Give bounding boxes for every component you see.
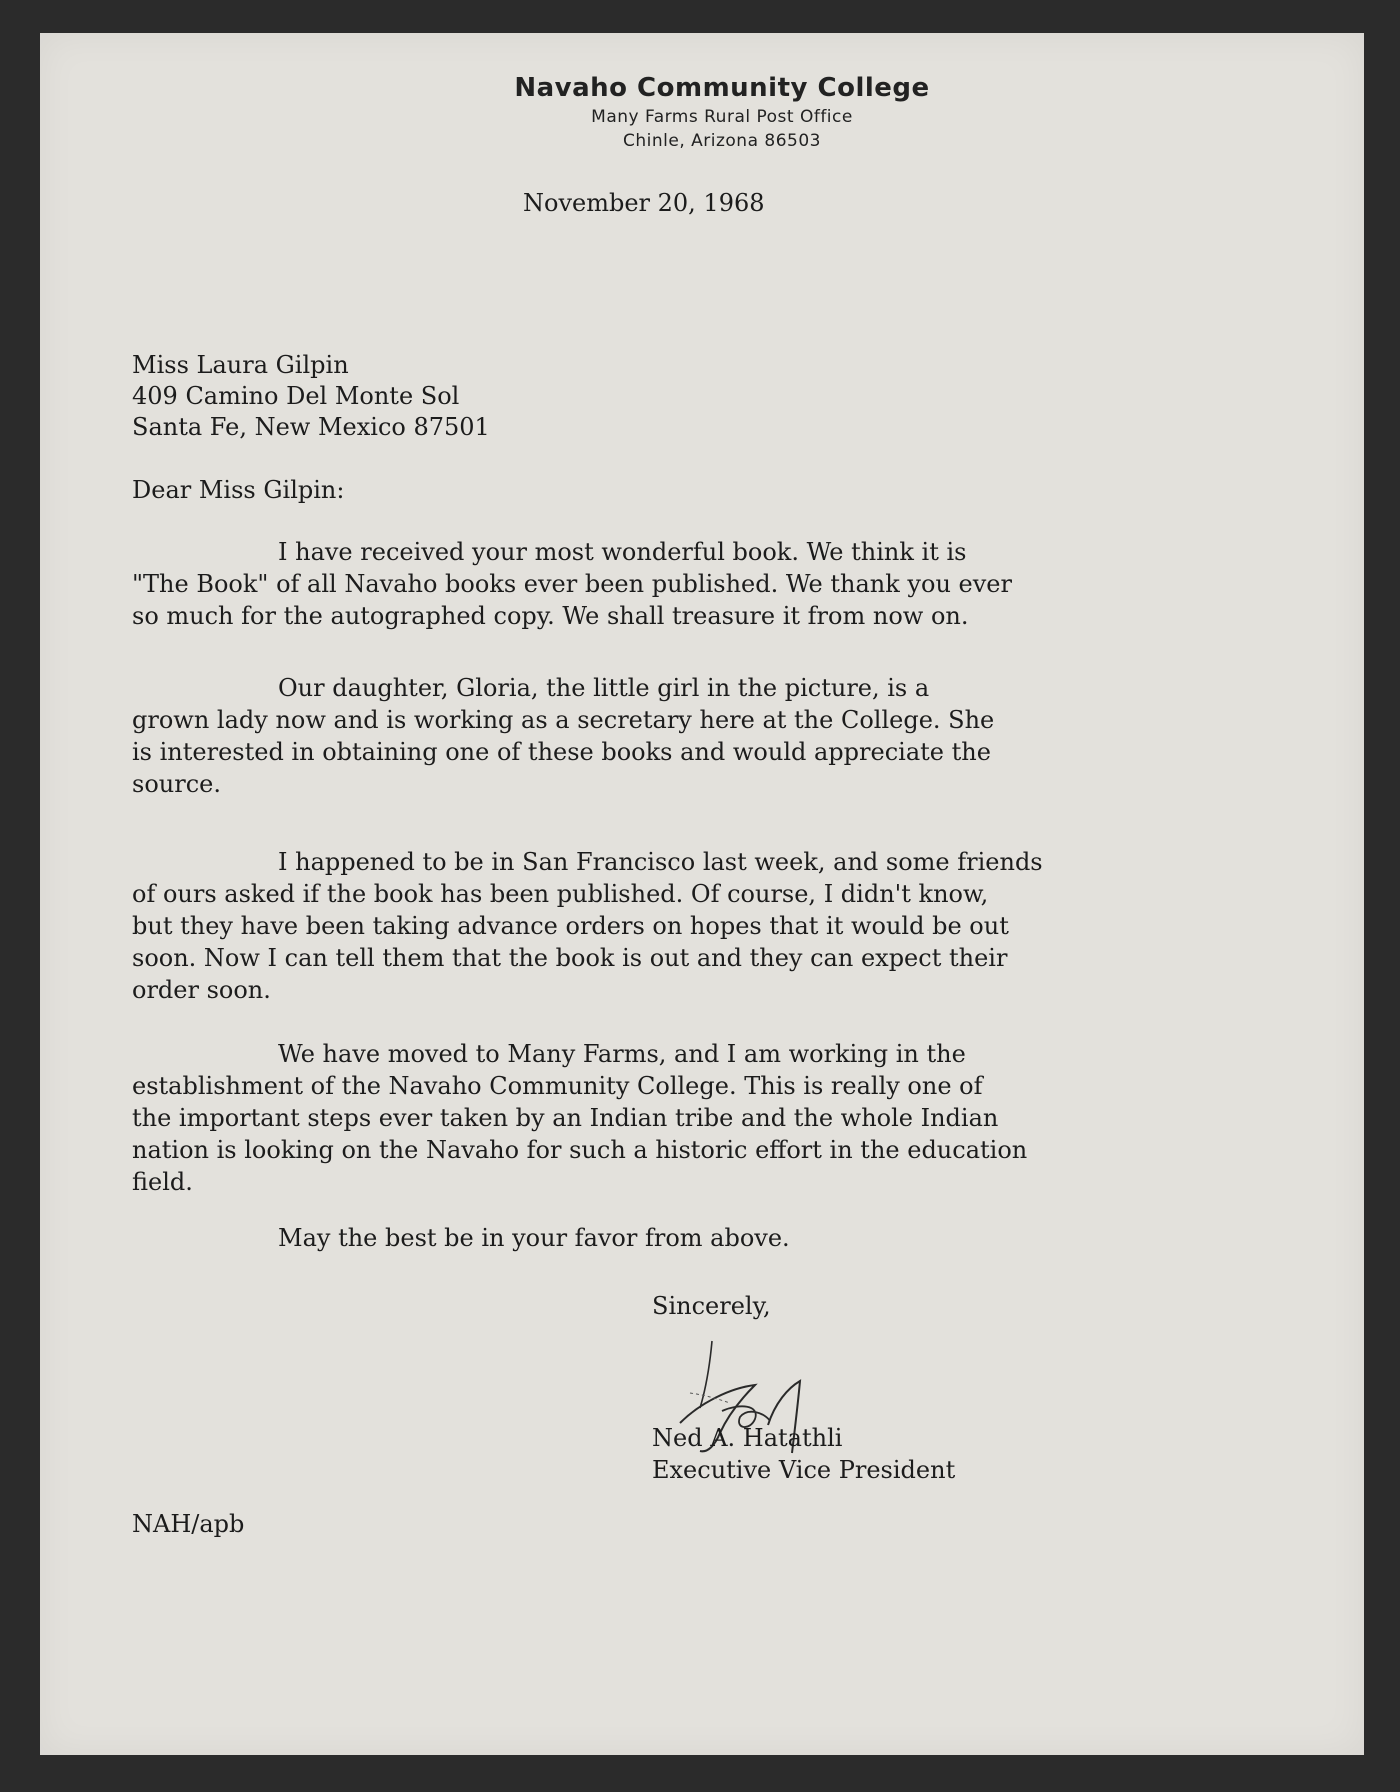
recipient-street: 409 Camino Del Monte Sol [132, 382, 460, 410]
paragraph-line: but they have been taking advance orders on hopes that it would be out [132, 912, 1009, 940]
body-paragraph [132, 672, 1212, 800]
letterhead-name: Navaho Community College [514, 73, 930, 103]
paragraph-line: I have received your most wonderful book. We think it is [278, 538, 967, 566]
paragraph-line: We have moved to Many Farms, and I am working in the [278, 1040, 966, 1068]
letterhead [40, 73, 1364, 151]
signer-title: Executive Vice President [652, 1456, 956, 1484]
paragraph-line: nation is looking on the Navaho for such a historic effort in the education [132, 1136, 1028, 1164]
body-paragraph [132, 1038, 1212, 1198]
letter-date: November 20, 1968 [523, 189, 765, 217]
letter-page [40, 33, 1364, 1755]
paragraph-line: is interested in obtaining one of these books and would appreciate the [132, 738, 991, 766]
signer-name: Ned A. Hatathli [652, 1424, 843, 1452]
recipient-address [132, 350, 490, 443]
paragraph-line: "The Book" of all Navaho books ever been published. We thank you ever [132, 570, 1012, 598]
paragraph-line: grown lady now and is working as a secretary here at the College. She [132, 706, 995, 734]
paragraph-line: so much for the autographed copy. We shall treasure it from now on. [132, 602, 969, 630]
letterhead-address-line-2: Chinle, Arizona 86503 [623, 131, 821, 151]
sign-off: Sincerely, [652, 1292, 771, 1320]
body-paragraph [132, 536, 1212, 632]
signer-block [652, 1422, 955, 1486]
paragraph-line: the important steps ever taken by an Indian tribe and the whole Indian [132, 1104, 999, 1132]
paragraph-line: soon. Now I can tell them that the book is out and they can expect their [132, 944, 1008, 972]
closing-sentence: May the best be in your favor from above. [278, 1224, 790, 1252]
recipient-name: Miss Laura Gilpin [132, 351, 349, 379]
paragraph-line: source. [132, 770, 221, 798]
recipient-city: Santa Fe, New Mexico 87501 [132, 413, 490, 441]
letterhead-address-line-1: Many Farms Rural Post Office [591, 107, 853, 127]
paragraph-line: of ours asked if the book has been published. Of course, I didn't know, [132, 880, 989, 908]
paragraph-line: order soon. [132, 976, 271, 1004]
salutation: Dear Miss Gilpin: [132, 476, 345, 504]
body-paragraph [132, 846, 1212, 1006]
paragraph-line: field. [132, 1168, 193, 1196]
paragraph-line: I happened to be in San Francisco last week, and some friends [278, 848, 1043, 876]
reference-initials: NAH/apb [132, 1510, 245, 1538]
paragraph-line: establishment of the Navaho Community College. This is really one of [132, 1072, 983, 1100]
paragraph-line: Our daughter, Gloria, the little girl in the picture, is a [278, 674, 930, 702]
